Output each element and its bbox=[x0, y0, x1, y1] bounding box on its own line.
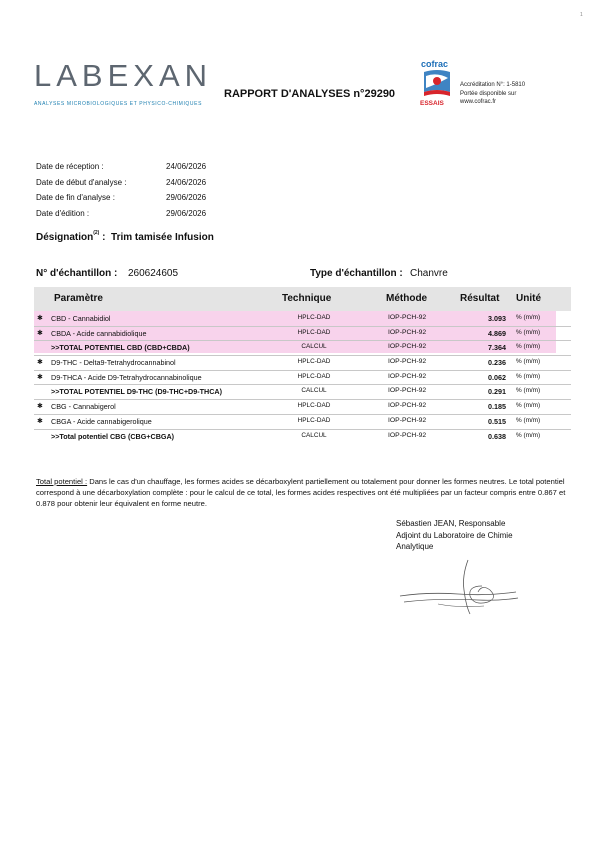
row-technique: CALCUL bbox=[301, 431, 327, 439]
row-unit: % (m/m) bbox=[516, 416, 541, 424]
row-unit: % (m/m) bbox=[516, 358, 541, 366]
date-value: 24/06/2026 bbox=[166, 177, 207, 187]
designation-colon: : bbox=[99, 232, 112, 243]
date-value: 29/06/2026 bbox=[166, 193, 207, 202]
accredited-star-icon: ✱ bbox=[37, 373, 43, 381]
row-param: CBD - Cannabidiol bbox=[51, 314, 111, 323]
designation-value: Trim tamisée Infusion bbox=[111, 232, 214, 243]
accredited-star-icon: ✱ bbox=[37, 403, 43, 411]
report-title: RAPPORT D'ANALYSES n°29290 bbox=[224, 88, 396, 100]
cofrac-essais: ESSAIS bbox=[420, 100, 444, 107]
row-result: 0.062 bbox=[488, 372, 506, 382]
date-label: Date de réception : bbox=[36, 162, 104, 171]
row-method: IOP-PCH-92 bbox=[388, 431, 427, 439]
date-label: Date de fin d'analyse : bbox=[36, 193, 115, 202]
header-technique: Technique bbox=[282, 293, 332, 304]
row-unit: % (m/m) bbox=[516, 431, 541, 439]
note-label: Total potentiel : bbox=[36, 477, 88, 486]
row-param: CBGA - Acide cannabigerolique bbox=[51, 416, 152, 426]
row-method: IOP-PCH-92 bbox=[388, 402, 427, 410]
row-unit: % (m/m) bbox=[516, 387, 541, 395]
row-method: IOP-PCH-92 bbox=[388, 387, 427, 395]
sample-type-label: Type d'échantillon : bbox=[310, 268, 403, 279]
row-unit: % (m/m) bbox=[516, 328, 541, 336]
table-row-total bbox=[34, 430, 571, 444]
row-technique: HPLC-DAD bbox=[297, 402, 331, 410]
designation bbox=[36, 232, 214, 243]
row-technique: HPLC-DAD bbox=[297, 328, 331, 336]
accreditation-info bbox=[460, 81, 525, 107]
row-technique: CALCUL bbox=[301, 387, 327, 395]
row-technique: HPLC-DAD bbox=[297, 314, 331, 321]
row-unit: % (m/m) bbox=[516, 343, 541, 351]
table-row bbox=[34, 356, 571, 371]
header-methode: Méthode bbox=[386, 293, 428, 304]
table-row bbox=[34, 400, 571, 415]
date-value: 24/06/2026 bbox=[166, 162, 207, 171]
row-method: IOP-PCH-92 bbox=[388, 372, 427, 380]
row-param: >>TOTAL POTENTIEL CBD (CBD+CBDA) bbox=[51, 343, 190, 353]
row-result: 0.638 bbox=[488, 431, 506, 441]
cofrac-word: cofrac bbox=[421, 59, 449, 69]
row-method: IOP-PCH-92 bbox=[388, 314, 427, 321]
handwritten-signature bbox=[398, 556, 522, 618]
cofrac-url: www.cofrac.fr bbox=[460, 99, 497, 105]
signatory-title: Adjoint du Laboratoire de Chimie bbox=[396, 530, 513, 540]
row-result: 3.093 bbox=[488, 314, 506, 323]
table-row bbox=[34, 415, 571, 430]
table-header bbox=[34, 287, 571, 311]
accredited-star-icon: ✱ bbox=[37, 329, 43, 337]
date-value: 29/06/2026 bbox=[166, 208, 207, 218]
row-result: 4.869 bbox=[488, 328, 506, 338]
table-row-total bbox=[34, 385, 571, 400]
signatory bbox=[396, 518, 566, 553]
row-param: >>TOTAL POTENTIEL D9-THC (D9-THC+D9-THCA) bbox=[51, 387, 222, 397]
table-row bbox=[34, 312, 571, 327]
sample-number-label: N° d'échantillon : bbox=[36, 268, 118, 279]
sample-number-value: 260624605 bbox=[128, 268, 179, 279]
row-param: D9-THCA - Acide D9-Tetrahydrocannabinolique bbox=[51, 372, 202, 382]
row-param: CBDA - Acide cannabidiolique bbox=[51, 328, 147, 338]
row-unit: % (m/m) bbox=[516, 372, 541, 380]
header-parametre: Paramètre bbox=[54, 293, 103, 304]
accreditation-number: Accréditation N°: 1-5810 bbox=[460, 82, 526, 88]
date-label: Date d'édition : bbox=[36, 208, 90, 218]
logo-subtitle: ANALYSES MICROBIOLOGIQUES ET PHYSICO-CHIMIQUES bbox=[34, 101, 202, 107]
row-param: D9-THC - Delta9-Tetrahydrocannabinol bbox=[51, 358, 176, 368]
total-potentiel-note bbox=[36, 476, 570, 509]
row-unit: % (m/m) bbox=[516, 314, 541, 321]
row-method: IOP-PCH-92 bbox=[388, 328, 427, 336]
row-method: IOP-PCH-92 bbox=[388, 358, 427, 366]
row-unit: % (m/m) bbox=[516, 402, 541, 410]
cofrac-logo bbox=[418, 58, 456, 108]
accreditation-scope: Portée disponible sur bbox=[460, 90, 517, 97]
designation-superscript: (2) bbox=[93, 230, 100, 236]
corner-mark: 1 bbox=[580, 12, 583, 18]
date-label: Date de début d'analyse : bbox=[36, 177, 127, 187]
row-result: 7.364 bbox=[488, 343, 506, 353]
accredited-star-icon: ✱ bbox=[37, 417, 43, 425]
signatory-department: Analytique bbox=[396, 542, 434, 551]
row-method: IOP-PCH-92 bbox=[388, 343, 427, 351]
header-unite: Unité bbox=[516, 293, 541, 304]
table-row-total bbox=[34, 341, 571, 356]
header-resultat: Résultat bbox=[460, 293, 500, 304]
row-result: 0.515 bbox=[488, 416, 506, 426]
row-technique: HPLC-DAD bbox=[297, 372, 331, 380]
row-result: 0.185 bbox=[488, 402, 506, 412]
row-param: >>Total potentiel CBG (CBG+CBGA) bbox=[51, 431, 175, 441]
sample-info bbox=[36, 268, 556, 282]
date-row bbox=[36, 162, 256, 178]
row-technique: CALCUL bbox=[301, 343, 327, 351]
accredited-star-icon: ✱ bbox=[37, 315, 43, 322]
row-technique: HPLC-DAD bbox=[297, 358, 331, 366]
row-technique: HPLC-DAD bbox=[297, 416, 331, 424]
sample-type-value: Chanvre bbox=[410, 268, 448, 279]
accredited-star-icon: ✱ bbox=[37, 359, 43, 367]
table-row bbox=[34, 371, 571, 386]
logo-word: LABEXAN bbox=[34, 58, 213, 93]
date-row bbox=[36, 178, 256, 194]
note-text: Dans le cas d'un chauffage, les formes acides se décarboxylent partiellement ou totalement pour donner les formes neutres. Le total potentiel correspond à une décarboxylation complète : pour le calcul de ce total, les formes acides respectives ont été multipliées par un facteur compris entre 0.867 et 0.878 pour obtenir leur équivalent en forme neutre. bbox=[36, 477, 566, 508]
row-method: IOP-PCH-92 bbox=[388, 416, 427, 424]
date-row bbox=[36, 193, 256, 209]
row-result: 0.236 bbox=[488, 358, 506, 368]
signatory-name: Sébastien JEAN, Responsable bbox=[396, 519, 506, 528]
labexan-logo bbox=[34, 58, 212, 94]
results-table bbox=[34, 312, 571, 443]
row-result: 0.291 bbox=[488, 387, 506, 397]
dates-block bbox=[36, 162, 256, 224]
row-param: CBG - Cannabigerol bbox=[51, 402, 116, 412]
table-row bbox=[34, 327, 571, 342]
date-row bbox=[36, 209, 256, 225]
designation-label: Désignation bbox=[36, 232, 94, 243]
